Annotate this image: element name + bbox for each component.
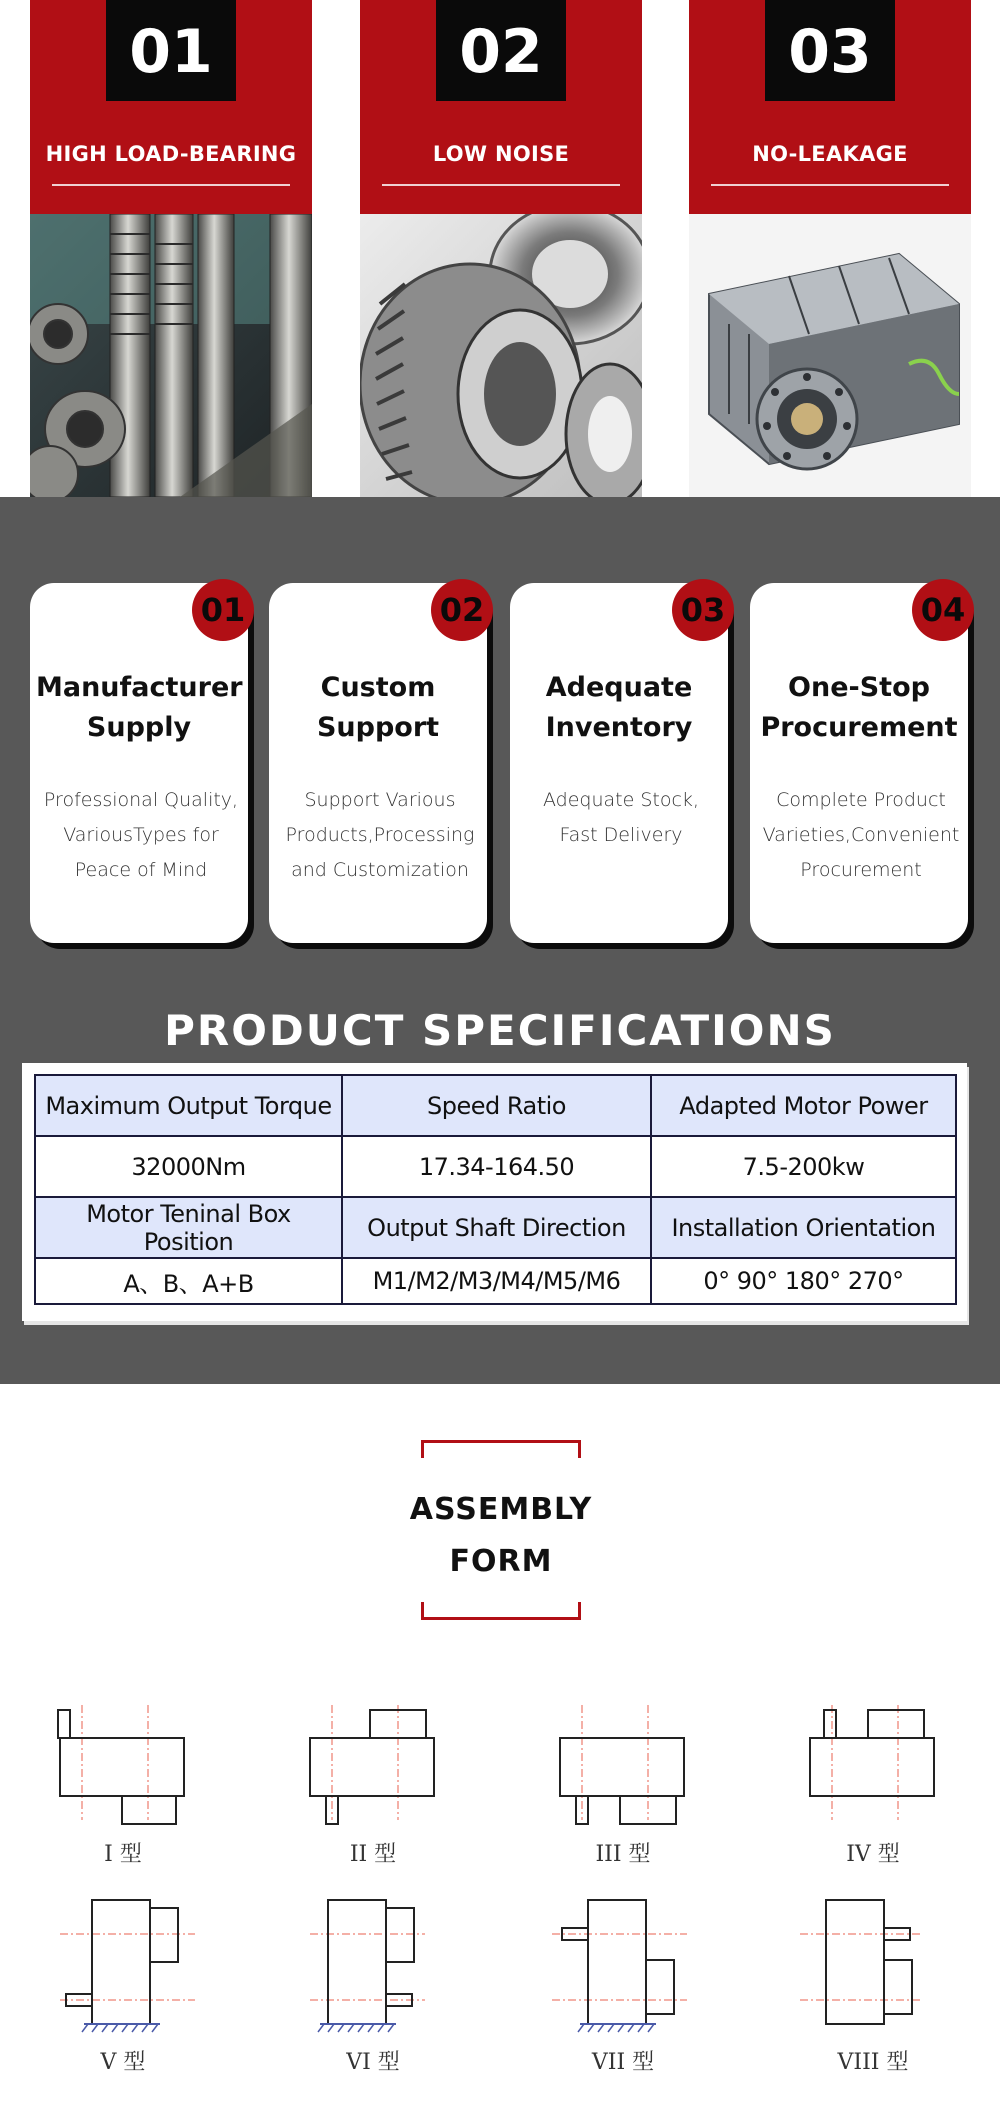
feature-title: LOW NOISE — [432, 142, 570, 166]
spec-header-cell: Maximum Output Torque — [35, 1075, 342, 1136]
advantage-description: Complete Product Varieties,Convenient Procurement — [762, 789, 960, 881]
advantage-number-badge: 01 — [192, 579, 254, 641]
gear-bearing-photo — [360, 214, 642, 497]
feature-number: 03 — [765, 0, 895, 101]
assembly-title — [380, 1484, 622, 1588]
table-row — [35, 1197, 956, 1258]
spec-header-cell: Adapted Motor Power — [651, 1075, 956, 1136]
feature-card-low-noise — [360, 0, 642, 497]
spec-value-cell: 0° 90° 180° 270° — [651, 1258, 956, 1304]
table-row — [35, 1258, 956, 1304]
advantage-number-badge: 04 — [912, 579, 974, 641]
gearbox-photo — [689, 214, 971, 497]
spec-value-cell: A、B、A+B — [35, 1258, 342, 1304]
assembly-diagram-3 — [550, 1700, 700, 1830]
spec-header-cell: Speed Ratio — [342, 1075, 651, 1136]
gear-shafts-photo — [30, 214, 312, 497]
advantage-description: Support Various Products,Processing and Customization — [285, 789, 475, 881]
assembly-diagram-5 — [60, 1890, 200, 2040]
advantage-description: Adequate Stock, Fast Delivery — [543, 789, 699, 846]
feature-underline — [52, 184, 290, 186]
advantage-description: Professional Quality, VariousTypes for Peace of Mind — [43, 789, 239, 881]
advantage-number-badge: 03 — [672, 579, 734, 641]
feature-number: 02 — [436, 0, 566, 101]
assembly-label: VI 型 — [346, 2050, 400, 2075]
assembly-diagram-4 — [800, 1700, 950, 1830]
feature-title: NO-LEAKAGE — [752, 142, 908, 166]
spec-value-cell: M1/M2/M3/M4/M5/M6 — [342, 1258, 651, 1304]
assembly-label: VII 型 — [591, 2050, 655, 2075]
assembly-label: III 型 — [595, 1842, 651, 1867]
feature-header — [360, 0, 642, 214]
advantage-title: Manufacturer Supply — [36, 672, 243, 743]
assembly-title-line1: ASSEMBLY — [409, 1492, 593, 1527]
specifications-title: PRODUCT SPECIFICATIONS — [164, 1006, 836, 1055]
feature-underline — [711, 184, 949, 186]
feature-title: HIGH LOAD-BEARING — [45, 142, 297, 166]
specifications-table — [34, 1074, 957, 1305]
advantage-number-badge: 02 — [431, 579, 493, 641]
advantage-title: Custom Support — [316, 672, 440, 743]
advantage-card-custom-support — [269, 583, 487, 943]
spec-header-cell: Installation Orientation — [651, 1197, 956, 1258]
feature-number: 01 — [106, 0, 236, 101]
assembly-diagram-6 — [310, 1890, 450, 2040]
assembly-label: II 型 — [349, 1842, 397, 1867]
assembly-diagram-2 — [300, 1700, 450, 1830]
assembly-diagram-7 — [552, 1890, 692, 2040]
frame-top-bracket — [421, 1440, 581, 1458]
assembly-label: VIII 型 — [837, 2050, 909, 2075]
specifications-panel — [22, 1063, 967, 1321]
feature-card-no-leakage — [689, 0, 971, 497]
feature-card-high-load — [30, 0, 312, 497]
assembly-label: I 型 — [104, 1842, 142, 1867]
assembly-diagram-8 — [800, 1890, 940, 2040]
advantage-card-one-stop-procurement — [750, 583, 968, 943]
advantage-card-manufacturer-supply — [30, 583, 248, 943]
spec-value-cell: 17.34-164.50 — [342, 1136, 651, 1197]
assembly-diagram-1 — [50, 1700, 200, 1830]
advantage-card-adequate-inventory — [510, 583, 728, 943]
assembly-label: V 型 — [100, 2050, 146, 2075]
feature-section — [0, 0, 1000, 497]
spec-header-cell: Motor Teninal Box Position — [35, 1197, 342, 1258]
feature-header — [689, 0, 971, 214]
spec-value-cell: 7.5-200kw — [651, 1136, 956, 1197]
assembly-title-line2: FORM — [449, 1544, 553, 1579]
table-row — [35, 1075, 956, 1136]
table-row — [35, 1136, 956, 1197]
advantage-title: One-Stop Procurement — [760, 672, 958, 743]
feature-header — [30, 0, 312, 214]
spec-header-cell: Output Shaft Direction — [342, 1197, 651, 1258]
feature-underline — [382, 184, 620, 186]
assembly-label: IV 型 — [846, 1842, 900, 1867]
advantage-title: Adequate Inventory — [545, 672, 693, 743]
frame-bottom-bracket — [421, 1602, 581, 1620]
spec-value-cell: 32000Nm — [35, 1136, 342, 1197]
